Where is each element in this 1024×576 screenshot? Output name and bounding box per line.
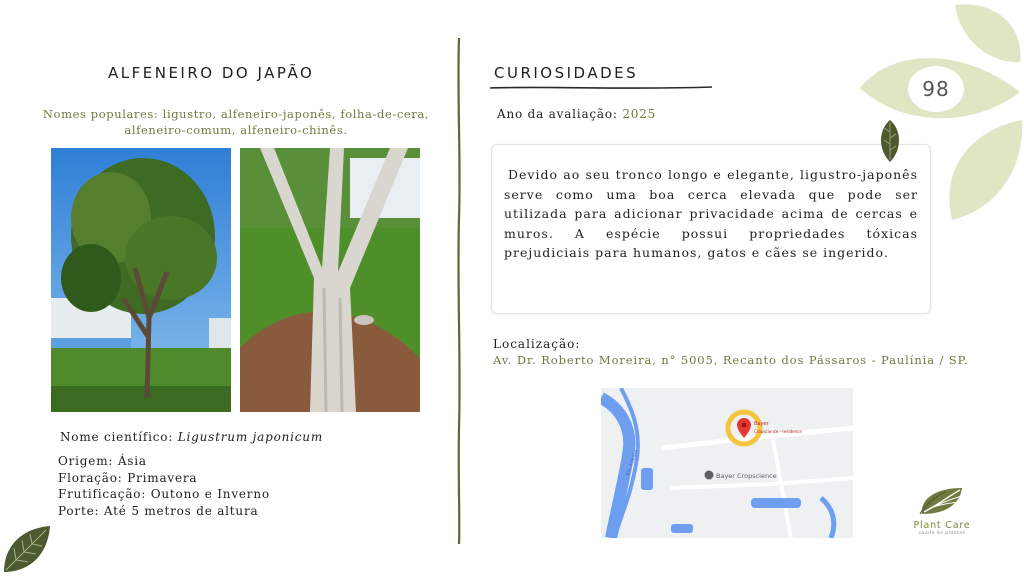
location-map[interactable] xyxy=(601,388,853,538)
column-divider xyxy=(456,38,462,544)
logo-leaf-icon xyxy=(912,486,972,516)
tree-photo-image xyxy=(51,148,231,412)
scientific-value: Ligustrum japonicum xyxy=(177,430,323,444)
curiosity-text: Devido ao seu tronco longo e elegante, ligustro-japonês serve como uma boa cerca elevada que pode ser utilizada para adicionar privacidade acima de cercas e muros. A espécie possui propriedades tóxicas prejudiciais para humanos, gatos e cães se ingerido. xyxy=(504,167,918,260)
year-value: 2025 xyxy=(622,107,657,121)
fact-origin: Origem: Ásia xyxy=(58,454,147,468)
fact-flowering: Floração: Primavera xyxy=(58,470,198,485)
map-pin-label: Bayer xyxy=(754,421,769,427)
fact-size: Porte: Até 5 metros de altura xyxy=(58,503,259,518)
logo-name: Plant Care xyxy=(913,520,971,531)
corner-leaf-icon xyxy=(0,524,52,576)
year-label: Ano da avaliação: xyxy=(497,107,623,121)
plant-care-logo xyxy=(900,486,984,542)
location-label: Localização: xyxy=(493,337,581,351)
scientific-label: Nome científico: xyxy=(60,430,178,444)
logo-tagline: saúde de plantas xyxy=(918,531,966,536)
scientific-name xyxy=(60,430,323,444)
evaluation-year xyxy=(497,107,656,121)
trunk-photo xyxy=(240,148,420,412)
tree-photo xyxy=(51,148,231,412)
title-underline xyxy=(490,85,712,91)
location-address: Av. Dr. Roberto Moreira, n° 5005, Recanto dos Pássaros - Paulínia / SP. xyxy=(493,353,969,367)
trunk-photo-image xyxy=(240,148,420,412)
fact-fruiting: Frutificação: Outono e Inverno xyxy=(58,487,270,501)
map-image xyxy=(601,388,853,538)
popular-names: Nomes populares: ligustro, alfeneiro-japonês, folha-de-cera, alfeneiro-comum, alfeneiro-chinês. xyxy=(42,107,430,137)
curiosities-title: CURIOSIDADES xyxy=(494,64,639,82)
page-title: ALFENEIRO DO JAPÃO xyxy=(108,64,315,82)
map-place-label: Bayer Cropscience xyxy=(716,472,777,480)
leaves-decoration-icon xyxy=(860,0,1024,230)
map-pin-sublabel: Cropscience - residence xyxy=(754,429,802,434)
map-road-label: Rio Atibaia xyxy=(625,449,640,477)
small-leaf-icon xyxy=(878,120,902,162)
plant-facts xyxy=(58,453,270,519)
page-number: 98 xyxy=(908,66,964,112)
